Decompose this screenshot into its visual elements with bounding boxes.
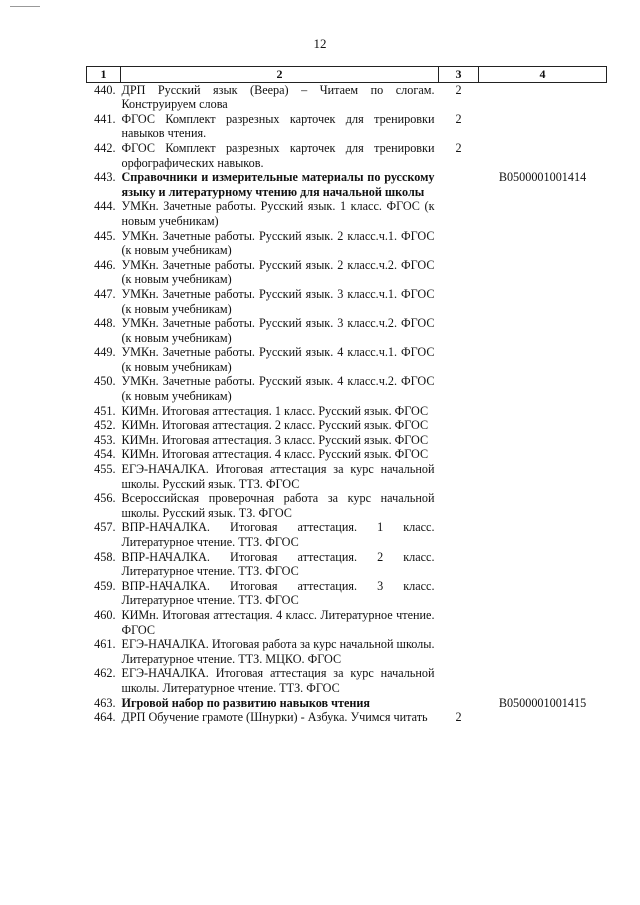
table-header-row [87,67,607,83]
item-quantity [439,491,479,520]
item-description: ВПР-НАЧАЛКА. Итоговая аттестация. 2 класс. Литературное чтение. ТТЗ. ФГОС [121,549,435,579]
item-quantity [439,199,479,228]
item-description: ДРП Русский язык (Веера) – Читаем по слогам. Конструируем слова [121,82,435,112]
item-code: B0500001001414 [498,170,587,185]
table-row [87,491,607,520]
table-row [87,170,607,199]
item-description: Справочники и измерительные материалы по русскому языку и литературному чтению для начальной школы [121,170,435,199]
item-code [479,666,607,695]
table-row [87,608,607,637]
column-header-3: 3 [439,67,479,83]
item-number: 455. [94,462,116,477]
item-code [479,82,607,112]
item-quantity [439,229,479,258]
item-number: 449. [94,345,116,360]
item-quantity [439,170,479,199]
item-code [479,374,607,403]
item-number: 459. [94,578,116,593]
item-quantity [439,418,479,433]
item-quantity [439,637,479,666]
item-description: ФГОС Комплект разрезных карточек для тренировки орфографических навыков. [121,140,435,170]
table-row [87,374,607,403]
item-description: ФГОС Комплект разрезных карточек для тренировки навыков чтения. [121,111,435,141]
table-row [87,666,607,695]
item-description: КИМн. Итоговая аттестация. 3 класс. Русский язык. ФГОС [121,432,429,447]
item-quantity [439,462,479,491]
item-description: УМКн. Зачетные работы. Русский язык. 2 класс.ч.1. ФГОС (к новым учебникам) [121,228,435,258]
item-description: УМКн. Зачетные работы. Русский язык. 1 класс. ФГОС (к новым учебникам) [121,199,435,228]
item-description: КИМн. Итоговая аттестация. 2 класс. Русский язык. ФГОС [121,418,429,433]
item-description: КИМн. Итоговая аттестация. 4 класс. Русский язык. ФГОС [121,447,429,462]
table-row [87,404,607,419]
table-row [87,82,607,112]
column-header-1: 1 [87,67,121,83]
item-quantity [439,608,479,637]
table-row [87,345,607,374]
item-description: УМКн. Зачетные работы. Русский язык. 3 класс.ч.2. ФГОС (к новым учебникам) [121,316,435,345]
item-quantity [439,447,479,462]
item-number: 446. [94,257,116,272]
item-quantity [439,666,479,695]
item-code [479,418,607,433]
table-row [87,462,607,491]
table-row [87,229,607,258]
item-number: 456. [94,491,116,506]
item-code [479,710,607,725]
item-number: 445. [94,228,116,243]
table-row [87,112,607,141]
column-header-4: 4 [479,67,607,83]
item-description: КИМн. Итоговая аттестация. 4 класс. Литературное чтение. ФГОС [121,607,435,637]
item-code [479,579,607,608]
table-row [87,433,607,448]
item-number: 444. [94,199,116,214]
item-description: УМКн. Зачетные работы. Русский язык. 2 класс.ч.2. ФГОС (к новым учебникам) [121,257,435,287]
item-quantity [439,520,479,549]
item-description: КИМн. Итоговая аттестация. 1 класс. Русский язык. ФГОС [121,403,429,418]
items-table [86,66,607,725]
item-quantity [439,345,479,374]
item-code [479,345,607,374]
item-number: 463. [94,695,116,710]
item-number: 453. [94,432,116,447]
item-quantity [439,433,479,448]
table-row [87,258,607,287]
item-code [479,141,607,170]
item-code [479,316,607,345]
item-description: ЕГЭ-НАЧАЛКА. Итоговая работа за курс начальной школы. Литературное чтение. ТТЗ. МЦКО. ФГОС [121,637,435,666]
item-code [479,433,607,448]
column-header-2: 2 [121,67,439,83]
page-number: 12 [313,36,327,51]
table-row [87,710,607,725]
table-row [87,447,607,462]
item-quantity [439,404,479,419]
table-row [87,550,607,579]
table-row [87,520,607,549]
item-number: 450. [94,374,116,389]
table-row [87,637,607,666]
item-code [479,287,607,316]
item-code [479,112,607,141]
item-description: УМКн. Зачетные работы. Русский язык. 3 класс.ч.1. ФГОС (к новым учебникам) [121,286,435,316]
item-description: ЕГЭ-НАЧАЛКА. Итоговая аттестация за курс начальной школы. Литературное чтение. ТТЗ. ФГОС [121,666,435,695]
table-row [87,316,607,345]
item-code [479,491,607,520]
item-code [479,462,607,491]
table-row [87,579,607,608]
item-number: 443. [94,170,116,185]
item-number: 447. [94,286,116,301]
item-quantity [439,374,479,403]
item-number: 442. [94,140,116,155]
item-number: 462. [94,666,116,681]
item-description: УМКн. Зачетные работы. Русский язык. 4 класс.ч.1. ФГОС (к новым учебникам) [121,345,435,374]
item-quantity [439,579,479,608]
item-number: 464. [94,710,116,725]
item-code [479,447,607,462]
item-number: 441. [94,111,116,126]
item-code: B0500001001415 [498,695,587,710]
item-description: ВПР-НАЧАЛКА. Итоговая аттестация. 1 класс. Литературное чтение. ТТЗ. ФГОС [121,520,435,549]
table-row [87,141,607,170]
item-description: ВПР-НАЧАЛКА. Итоговая аттестация. 3 класс. Литературное чтение. ТТЗ. ФГОС [121,578,435,608]
item-quantity [439,287,479,316]
item-description: УМКн. Зачетные работы. Русский язык. 4 класс.ч.2. ФГОС (к новым учебникам) [121,374,435,404]
item-quantity [439,258,479,287]
item-quantity: 2 [455,710,462,725]
table-row [87,418,607,433]
item-number: 454. [94,447,116,462]
scan-artifact [10,6,40,7]
item-number: 460. [94,607,116,622]
item-code [479,199,607,228]
item-code [479,229,607,258]
item-number: 461. [94,637,116,652]
item-description: ДРП Обучение грамоте (Шнурки) - Азбука. Учимся читать [121,710,428,725]
item-quantity [439,550,479,579]
item-code [479,608,607,637]
item-number: 440. [94,82,116,97]
item-code [479,550,607,579]
item-number: 451. [94,403,116,418]
item-quantity: 2 [455,140,462,155]
table-row [87,287,607,316]
item-code [479,637,607,666]
item-description: Всероссийская проверочная работа за курс начальной школы. Русский язык. ТЗ. ФГОС [121,491,435,520]
item-quantity: 2 [455,111,462,126]
item-code [479,404,607,419]
item-quantity [439,696,479,711]
item-quantity [439,316,479,345]
item-number: 452. [94,418,116,433]
item-code [479,520,607,549]
item-code [479,258,607,287]
item-number: 457. [94,520,116,535]
table-row [87,696,607,711]
item-description: ЕГЭ-НАЧАЛКА. Итоговая аттестация за курс начальной школы. Русский язык. ТТЗ. ФГОС [121,462,435,491]
table-body [87,82,607,725]
item-quantity: 2 [455,82,462,97]
item-number: 458. [94,549,116,564]
item-description: Игровой набор по развитию навыков чтения [121,695,371,710]
item-number: 448. [94,316,116,331]
table-row [87,199,607,228]
